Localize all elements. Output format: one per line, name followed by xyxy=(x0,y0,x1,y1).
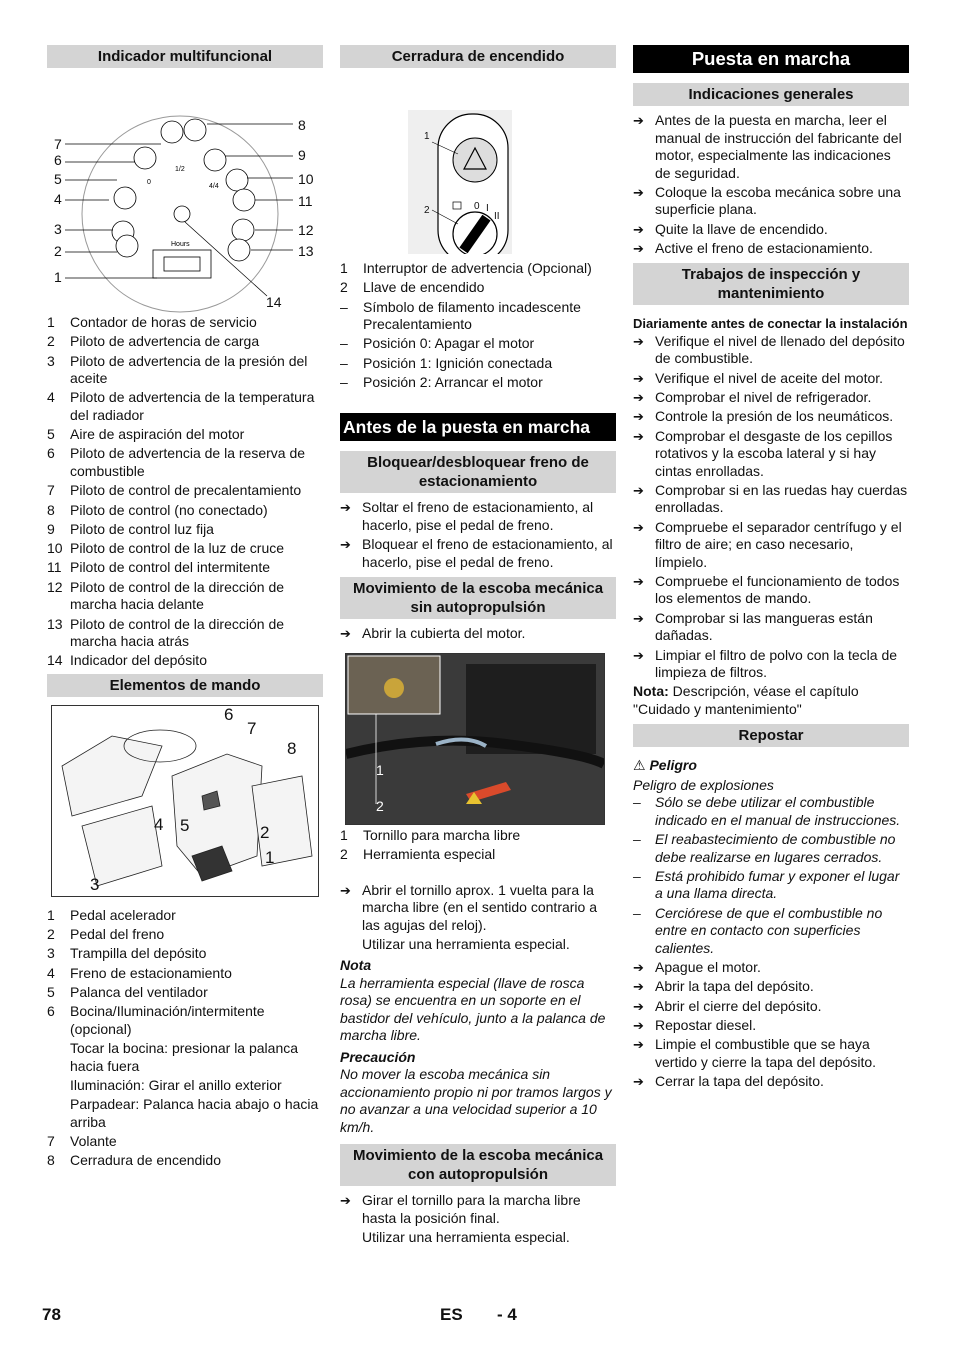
ctrl-callout-8: 8 xyxy=(287,738,297,758)
ctrl-callout-4: 4 xyxy=(154,814,164,834)
ignition-list xyxy=(340,260,616,391)
ctrl-callout-5: 5 xyxy=(180,815,190,835)
page-number: 78 xyxy=(42,1305,61,1324)
gauge-callout-6: 6 xyxy=(54,152,62,168)
gauge-callout-9: 9 xyxy=(298,147,306,163)
gauge-diagram xyxy=(47,74,323,314)
arrow-right-icon: ➔ xyxy=(633,610,644,626)
arrow-right-icon: ➔ xyxy=(340,1193,351,1209)
arrow-right-icon: ➔ xyxy=(633,1037,644,1053)
list-item: 1 Contador de horas de servicio xyxy=(47,314,257,330)
list-item: 7 Piloto de control de precalentamiento xyxy=(47,482,302,499)
ignition-figure xyxy=(340,74,616,254)
gauge-callout-5: 5 xyxy=(54,171,62,187)
list-item: Iluminación: Girar el anillo exterior xyxy=(70,1076,282,1093)
controls-figure xyxy=(51,705,319,897)
list-item: Parpadear: Palanca hacia abajo o hacia arriba xyxy=(70,1096,319,1130)
gauge-callout-13: 13 xyxy=(298,243,314,259)
subsection-title-freno: Bloquear/desbloquear freno de estacionamiento xyxy=(340,451,616,493)
arrow-right-icon: ➔ xyxy=(633,221,644,237)
list-item: 13 Piloto de control de la dirección de marcha hacia atrás xyxy=(47,615,285,650)
ign-callout-2: 2 xyxy=(424,205,430,216)
danger-item: – Está prohibido fumar y exponer el lugar a una llama directa. xyxy=(633,867,900,902)
step: ➔ Comprobar si en las ruedas hay cuerdas enrolladas. xyxy=(633,481,908,516)
subsection-title-indicaciones: Indicaciones generales xyxy=(633,83,909,106)
list-item: 6 Piloto de advertencia de la reserva de combustible xyxy=(47,445,306,479)
gauge-full: 4/4 xyxy=(209,183,219,190)
step: ➔ Compruebe el separador centrífugo y el filtro de aire; en caso necesario, límpielo. xyxy=(633,518,902,570)
list-item: 5 Palanca del ventilador xyxy=(47,984,208,1001)
column-3 xyxy=(633,45,909,1092)
arrow-right-icon: ➔ xyxy=(633,960,644,976)
list-item: 8 Cerradura de encendido xyxy=(47,1152,221,1169)
gauge-callout-14: 14 xyxy=(266,294,282,310)
gauge-callout-11: 11 xyxy=(298,193,313,209)
step: ➔ Limpiar el filtro de polvo con la tecla de limpieza de filtros. xyxy=(633,646,898,681)
step: ➔ Abrir la cubierta del motor. xyxy=(340,625,526,642)
list-item: – Posición 1: Ignición conectada xyxy=(340,354,553,371)
step: ➔ Coloque la escoba mecánica sobre una superficie plana. xyxy=(633,183,901,218)
ctrl-callout-1: 1 xyxy=(265,847,275,867)
gauge-callout-12: 12 xyxy=(298,222,314,238)
inspection-lead: Diariamente antes de conectar la instalación xyxy=(633,316,908,332)
engine-photo xyxy=(345,653,605,825)
sub-page-number: - 4 xyxy=(497,1305,517,1324)
controls-drawing xyxy=(52,706,318,896)
note-label: Nota: xyxy=(633,683,669,700)
danger-item: – Sólo se debe utilizar el combustible indicado en el manual de instrucciones. xyxy=(633,794,901,828)
ctrl-callout-7: 7 xyxy=(247,718,257,738)
arrow-right-icon: ➔ xyxy=(633,573,644,589)
photo-callout-2: 2 xyxy=(376,797,384,814)
step: ➔ Limpie el combustible que se haya vertido y cierre la tapa del depósito. xyxy=(633,1036,877,1070)
step: ➔ Compruebe el funcionamiento de todos los elementos de mando. xyxy=(633,572,900,607)
arrow-right-icon: ➔ xyxy=(633,409,644,425)
list-item: 6 Bocina/Iluminación/intermitente (opcional) xyxy=(47,1003,265,1037)
gauge-callout-4: 4 xyxy=(54,191,62,207)
step: ➔ Abrir el tornillo aprox. 1 vuelta para la marcha libre (en el sentido contrario a las agujas del reloj). xyxy=(340,881,598,933)
list-item: 2 Pedal del freno xyxy=(47,926,165,943)
step: ➔ Antes de la puesta en marcha, leer el manual de instrucción del fabricante del motor, especialmente las indicaciones de seguridad. xyxy=(633,112,902,181)
gauge-callout-2: 2 xyxy=(54,243,62,259)
step: ➔ Abrir la tapa del depósito. xyxy=(633,978,814,995)
ctrl-callout-3: 3 xyxy=(90,874,100,894)
step: ➔ Apague el motor. xyxy=(633,959,761,976)
arrow-right-icon: ➔ xyxy=(633,428,644,444)
list-item: 9 Piloto de control luz fija xyxy=(47,520,214,537)
step: ➔ Comprobar el nivel de refrigerador. xyxy=(633,388,872,405)
list-item: 8 Piloto de control (no conectado) xyxy=(47,501,268,518)
controls-list xyxy=(47,907,323,1170)
arrow-right-icon: ➔ xyxy=(633,998,644,1014)
step: ➔ Quite la llave de encendido. xyxy=(633,220,828,237)
photo-callout-1: 1 xyxy=(376,761,384,778)
caution-label: Precaución xyxy=(340,1048,416,1065)
gauge-half: 1/2 xyxy=(175,166,185,173)
arrow-right-icon: ➔ xyxy=(340,626,351,642)
step: ➔ Controle la presión de los neumáticos. xyxy=(633,408,894,425)
arrow-right-icon: ➔ xyxy=(633,1017,644,1033)
arrow-right-icon: ➔ xyxy=(340,537,351,553)
gauge-callout-7: 7 xyxy=(54,136,62,152)
gauge-callout-8: 8 xyxy=(298,117,306,133)
photo-list xyxy=(340,827,616,864)
gauge-hours: Hours xyxy=(171,241,190,248)
gauge-callout-10: 10 xyxy=(298,171,314,187)
arrow-right-icon: ➔ xyxy=(633,240,644,256)
section-title-elementos: Elementos de mando xyxy=(47,674,323,697)
note-text: La herramienta especial (llave de rosca rosa) se encuentra en un soporte en el bastidor del vehículo, junto a la palanca de marcha libre. xyxy=(340,974,606,1044)
subsection-title-con-autopropulsion: Movimiento de la escoba mecánica con autopropulsión xyxy=(340,1144,616,1186)
arrow-right-icon: ➔ xyxy=(633,979,644,995)
subsection-title-sin-autopropulsion: Movimiento de la escoba mecánica sin autopropulsión xyxy=(340,577,616,619)
danger-subtitle: Peligro de explosiones xyxy=(633,776,774,793)
step: ➔ Abrir el cierre del depósito. xyxy=(633,997,822,1014)
ignition-drawing xyxy=(340,74,616,254)
list-item: – Posición 0: Apagar el motor xyxy=(340,335,535,352)
step: ➔ Active el freno de estacionamiento. xyxy=(633,239,873,256)
gauge-figure xyxy=(47,74,323,314)
danger-item: – El reabastecimiento de combustible no debe realizarse en lugares cerrados. xyxy=(633,831,896,865)
gauge-callout-3: 3 xyxy=(54,221,62,237)
list-item: 11 Piloto de control del intermitente xyxy=(47,559,270,576)
gauge-zero: 0 xyxy=(147,179,151,186)
note-text: Descripción, véase el capítulo "Cuidado y mantenimiento" xyxy=(633,683,859,717)
engine-photo-drawing xyxy=(346,654,604,824)
section-title-indicador: Indicador multifuncional xyxy=(47,45,323,68)
ign-pos-0: 0 xyxy=(474,201,480,212)
section-title-cerradura: Cerradura de encendido xyxy=(340,45,616,68)
list-item: 2 Herramienta especial xyxy=(340,846,496,863)
step: ➔ Comprobar el desgaste de los cepillos rotativos y la escoba lateral y si hay cintas enrolladas. xyxy=(633,427,893,479)
ctrl-callout-2: 2 xyxy=(260,822,270,842)
list-item: 2 Piloto de advertencia de carga xyxy=(47,333,260,350)
step: ➔ Verifique el nivel de llenado del depósito de combustible. xyxy=(633,332,905,367)
caution-text: No mover la escoba mecánica sin accionamiento propio ni por tramos largos y no avanzar a una velocidad superior a 10 km/h. xyxy=(340,1066,612,1135)
step: ➔ Repostar diesel. xyxy=(633,1016,757,1033)
ign-pos-2: II xyxy=(494,211,500,222)
step: ➔ Comprobar si las mangueras están dañadas. xyxy=(633,609,873,644)
arrow-right-icon: ➔ xyxy=(633,389,644,405)
step: ➔ Verifique el nivel de aceite del motor. xyxy=(633,369,884,386)
list-item: 3 Trampilla del depósito xyxy=(47,945,207,962)
step: ➔ Girar el tornillo para la marcha libre hasta la posición final. xyxy=(340,1192,581,1226)
ign-callout-1: 1 xyxy=(424,131,430,142)
list-item: – Posición 2: Arrancar el motor xyxy=(340,373,543,390)
note-label: Nota xyxy=(340,957,372,974)
list-item: Tocar la bocina: presionar la palanca hacia fuera xyxy=(70,1040,299,1074)
gauge-callout-1: 1 xyxy=(54,269,62,285)
arrow-right-icon: ➔ xyxy=(633,333,644,349)
arrow-right-icon: ➔ xyxy=(633,482,644,498)
main-title-puesta: Puesta en marcha xyxy=(633,45,909,73)
list-item: 1 Tornillo para marcha libre xyxy=(340,826,521,843)
language-code: ES xyxy=(440,1305,463,1324)
arrow-right-icon: ➔ xyxy=(340,500,351,516)
step-note: Utilizar una herramienta especial. xyxy=(362,1229,570,1246)
list-item: 5 Aire de aspiración del motor xyxy=(47,426,245,443)
warning-triangle-icon: ⚠ xyxy=(633,757,646,774)
list-item: 12 Piloto de control de la dirección de marcha hacia delante xyxy=(47,578,285,613)
arrow-right-icon: ➔ xyxy=(633,113,644,128)
list-item: 1 Pedal acelerador xyxy=(47,906,176,923)
subsection-title-repostar: Repostar xyxy=(633,724,909,747)
maintenance-note xyxy=(633,683,909,718)
arrow-right-icon: ➔ xyxy=(633,184,644,200)
arrow-right-icon: ➔ xyxy=(633,1074,644,1090)
indicator-list xyxy=(47,314,323,670)
column-2 xyxy=(340,45,616,1249)
subsection-title-inspeccion: Trabajos de inspección y mantenimiento xyxy=(633,263,909,305)
column-1 xyxy=(47,45,323,1172)
step: ➔ Soltar el freno de estacionamiento, al hacerlo, pise el pedal de freno. xyxy=(340,499,594,533)
list-item: 14 Indicador del depósito xyxy=(47,652,207,669)
arrow-right-icon: ➔ xyxy=(633,519,644,535)
step-note: Utilizar una herramienta especial. xyxy=(362,935,570,952)
step: ➔ Bloquear el freno de estacionamiento, al hacerlo, pise el pedal de freno. xyxy=(340,536,613,570)
danger-item: – Cerciórese de que el combustible no entre en contacto con superficies calientes. xyxy=(633,904,883,956)
arrow-right-icon: ➔ xyxy=(340,882,351,898)
list-item: 7 Volante xyxy=(47,1133,117,1150)
list-item: 2 Llave de encendido xyxy=(340,279,485,296)
list-item: – Símbolo de filamento incadescente Precalentamiento xyxy=(340,298,581,333)
step: ➔ Cerrar la tapa del depósito. xyxy=(633,1073,824,1090)
list-item: 10 Piloto de control de la luz de cruce xyxy=(47,540,285,557)
list-item: 1 Interruptor de advertencia (Opcional) xyxy=(340,260,592,276)
arrow-right-icon: ➔ xyxy=(633,370,644,386)
ign-pos-1: I xyxy=(486,203,489,214)
list-item: 4 Freno de estacionamiento xyxy=(47,964,232,981)
danger-label: Peligro xyxy=(649,757,697,774)
list-item: 4 Piloto de advertencia de la temperatura del radiador xyxy=(47,389,315,423)
danger-heading xyxy=(633,757,909,775)
ctrl-callout-6: 6 xyxy=(224,704,234,724)
main-title-antes: Antes de la puesta en marcha xyxy=(340,413,616,441)
arrow-right-icon: ➔ xyxy=(633,647,644,663)
list-item: 3 Piloto de advertencia de la presión del aceite xyxy=(47,352,308,387)
